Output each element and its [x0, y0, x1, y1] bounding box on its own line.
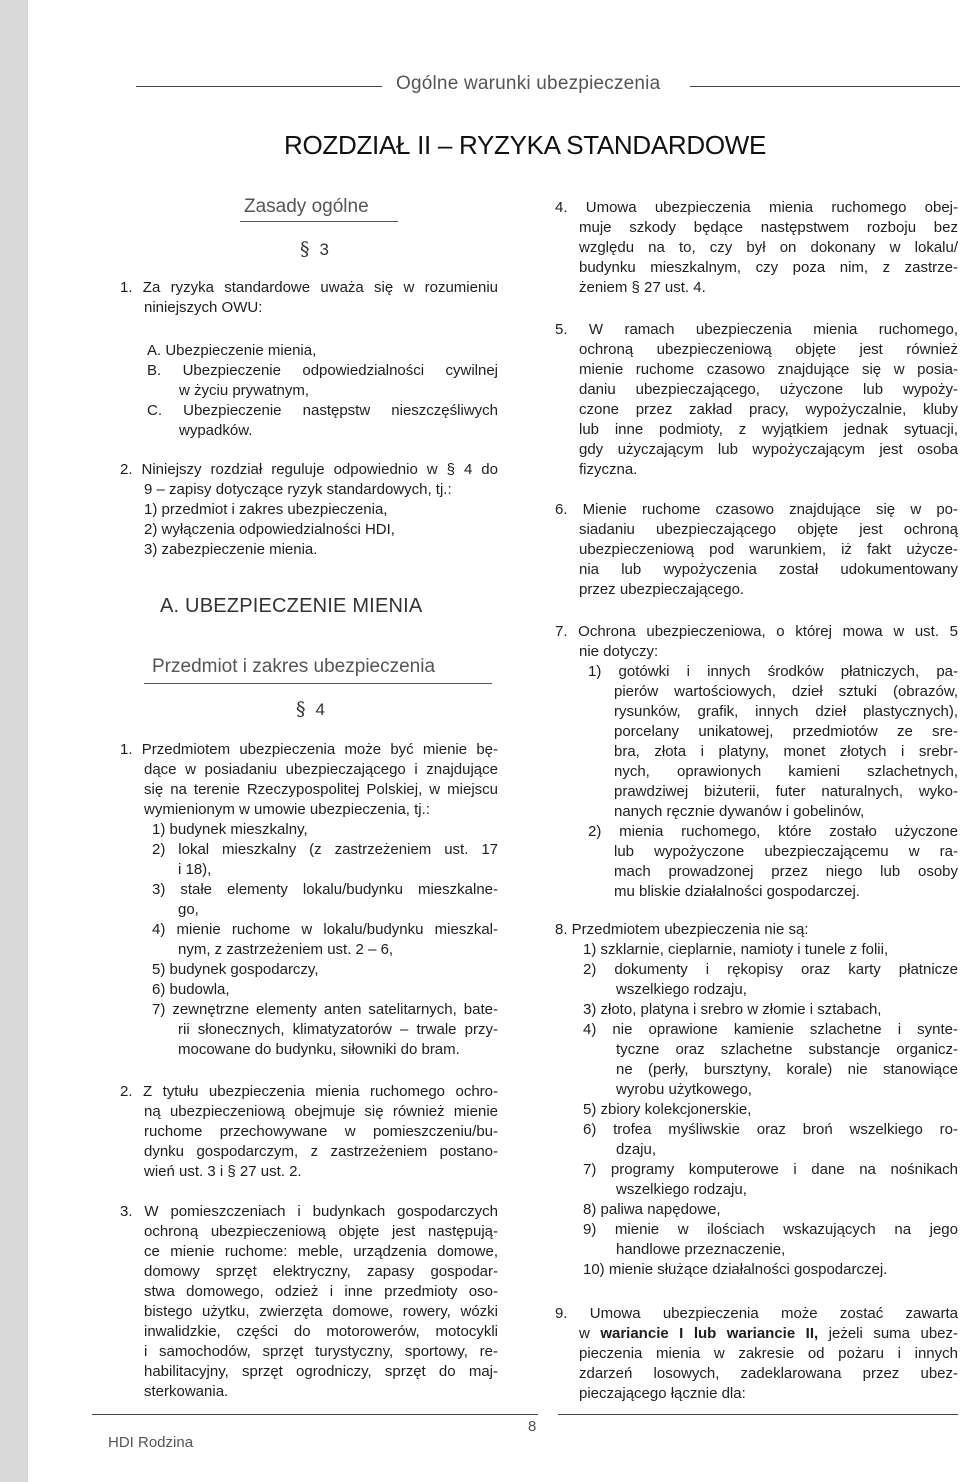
text-line: stwa domowego, odzież i inne przedmioty oso-	[144, 1283, 498, 1300]
text-line: niniejszych OWU:	[144, 299, 263, 316]
text-line: lub inne podmioty, z wyjątkiem jednak sytuacji,	[579, 421, 958, 438]
text-line: 5. W ramach ubezpieczenia mienia ruchomego,	[555, 321, 958, 338]
scope-point-1-list	[152, 820, 498, 1060]
list-line: B. Ubezpieczenie odpowiedzialności cywilnej	[147, 362, 498, 379]
text-line: muje szkody będące następstwem rozboju bez	[579, 219, 958, 236]
section-underline	[240, 221, 398, 222]
list-line: porcelany unikatowej, przedmiotów ze sre-	[614, 723, 958, 740]
point-1	[120, 278, 498, 318]
text-line: fizyczna.	[579, 461, 638, 478]
text-line: przez ubezpieczającego.	[579, 581, 745, 598]
list-line: handlowe przeznaczenie,	[616, 1241, 786, 1258]
list-line: nanych ręcznie dywanów i gobelinów,	[614, 803, 865, 820]
list-line: 7) programy komputerowe i dane na nośnikach	[583, 1161, 958, 1178]
scope-point-9	[555, 1304, 958, 1404]
header-rule-left	[136, 86, 382, 87]
text-line: ną ubezpieczeniową obejmuje się również mienie	[144, 1103, 498, 1120]
text-line: daniu ubezpieczającego, użyczone lub wypoży-	[579, 381, 958, 398]
text-line: wymienionym w umowie ubezpieczenia, tj.:	[144, 801, 430, 818]
section-title-general: Zasady ogólne	[244, 196, 369, 217]
list-line: 1) szklarnie, cieplarnie, namioty i tunele z folii,	[583, 941, 889, 958]
scope-point-2	[120, 1082, 498, 1182]
text-line: 2. Z tytułu ubezpieczenia mienia ruchomego ochro-	[120, 1083, 498, 1100]
list-line: 5) budynek gospodarczy,	[152, 961, 319, 978]
list-line: w życiu prywatnym,	[179, 382, 310, 399]
scope-point-6	[555, 500, 958, 600]
point-1-list	[147, 341, 498, 441]
text-line: czone przez zakład pracy, wypożyczalnie, kluby	[579, 401, 958, 418]
list-line: nym, z zastrzeżeniem ust. 2 – 6,	[178, 941, 394, 958]
text-line: 7. Ochrona ubezpieczeniowa, o której mowa w ust. 5	[555, 623, 958, 640]
text-line: 4. Umowa ubezpieczenia mienia ruchomego obej-	[555, 199, 958, 216]
list-line: prawdziwej biżuterii, futer naturalnych, wyko-	[614, 783, 958, 800]
list-line: ne (perły, bursztyny, korale) nie stanowiące	[616, 1061, 958, 1078]
list-line: i 18),	[178, 861, 212, 878]
chapter-title: ROZDZIAŁ II – RYZYKA STANDARDOWE	[284, 130, 767, 160]
text-line: ubezpieczeniową pod warunkiem, iż fakt użycze-	[579, 541, 958, 558]
subsection-title-scope: Przedmiot i zakres ubezpieczenia	[152, 656, 436, 677]
list-line: 4) mienie ruchome w lokalu/budynku mieszkal-	[152, 921, 498, 938]
list-line: 3) stałe elementy lokalu/budynku mieszkalne-	[152, 881, 498, 898]
list-line: 2) lokal mieszkalny (z zastrzeżeniem ust. 17	[152, 841, 498, 858]
list-line: rii słonecznych, klimatyzatorów – trwale przy-	[178, 1021, 498, 1038]
text-line: habilitacyjny, sprzęt ogrodniczy, sprzęt do maj-	[144, 1363, 498, 1380]
list-line: tyczne oraz szlachetne substancje organicz-	[616, 1041, 958, 1058]
text-line: dące w posiadaniu ubezpieczającego i znajdujące	[144, 761, 498, 778]
page-number: 8	[528, 1418, 537, 1435]
scope-point-3	[120, 1202, 498, 1402]
list-line: pierów wartościowych, dzieł sztuki (obrazów,	[614, 683, 958, 700]
text-line: 1) przedmiot i zakres ubezpieczenia,	[144, 501, 388, 518]
list-line: 6) budowla,	[152, 981, 230, 998]
text-line: 1. Za ryzyka standardowe uważa się w rozumieniu	[120, 279, 498, 296]
list-line: 5) zbiory kolekcjonerskie,	[583, 1101, 752, 1118]
heading-property-insurance: A. UBEZPIECZENIE MIENIA	[160, 595, 423, 617]
text-line: ruchome przechowywane w pomieszczeniu/bu-	[144, 1123, 498, 1140]
list-line: A. Ubezpieczenie mienia,	[147, 342, 317, 359]
text-line: zdarzeń losowych, zadeklarowana przez ubez-	[579, 1365, 958, 1382]
running-header: Ogólne warunki ubezpieczenia	[396, 73, 661, 94]
subsection-underline	[144, 683, 492, 684]
text-line: 3) zabezpieczenie mienia.	[144, 541, 318, 558]
footer-rule-right	[558, 1414, 958, 1415]
header-rule-right	[690, 86, 960, 87]
list-line: 2) dokumenty i rękopisy oraz karty płatnicze	[583, 961, 958, 978]
scope-point-9-rest	[555, 1344, 958, 1404]
text-line: 2. Niniejszy rozdział reguluje odpowiednio w § 4 do	[120, 461, 498, 478]
text-line: nie dotyczy:	[579, 643, 659, 660]
text-line: ce mienie ruchome: meble, urządzenia domowe,	[144, 1243, 498, 1260]
list-line: dzaju,	[616, 1141, 657, 1158]
text-line: 6. Mienie ruchome czasowo znajdujące się w po-	[555, 501, 958, 518]
list-line: wszelkiego rodzaju,	[616, 1181, 747, 1198]
text-line: 1. Przedmiotem ubezpieczenia może być mienie bę-	[120, 741, 498, 758]
scope-point-1	[120, 740, 498, 820]
list-line: wyrobu użytkowego,	[616, 1081, 752, 1098]
text-line: pieczającego łącznie dla:	[579, 1385, 746, 1402]
list-line: 4) nie oprawione kamienie szlachetne i synte-	[583, 1021, 958, 1038]
list-line: 6) trofea myśliwskie oraz broń wszelkiego ro-	[583, 1121, 958, 1138]
text-line: nia lub wypożyczenia został udokumentowany	[579, 561, 958, 578]
text-line: budynku mieszkalnym, czy poza nim, z zastrze-	[579, 259, 958, 276]
text-line: gdy użyczającym lub wypożyczającym jest osoba	[579, 441, 958, 458]
text-line: 9. Umowa ubezpieczenia może zostać zawarta	[555, 1305, 958, 1322]
text-fragment: w	[579, 1325, 601, 1342]
list-line: 7) zewnętrzne elementy anten satelitarnych, bate-	[152, 1001, 498, 1018]
list-line: 9) mienie w ilościach wskazujących na jego	[583, 1221, 958, 1238]
list-line: 8) paliwa napędowe,	[583, 1201, 721, 1218]
text-line: mienie ruchome czasowo znajdujące się w posia-	[579, 361, 958, 378]
scope-point-8-list	[583, 940, 958, 1280]
list-line: mu bliskie działalności gospodarczej.	[614, 883, 860, 900]
text-line: 8. Przedmiotem ubezpieczenia nie są:	[555, 921, 809, 938]
list-line: lub wypożyczone ubezpieczającemu w ra-	[614, 843, 958, 860]
list-line: mach prowadzonej przez niego lub osoby	[614, 863, 958, 880]
text-line	[555, 1324, 958, 1344]
list-line: go,	[178, 901, 199, 918]
text-line: bistego użytku, zwierzęta domowe, rowery, wózki	[144, 1303, 498, 1320]
scope-point-5	[555, 320, 958, 480]
text-line: dynku gospodarczym, z zastrzeżeniem postano-	[144, 1143, 498, 1160]
list-line: 3) złoto, platyna i srebro w złomie i sztabach,	[583, 1001, 882, 1018]
list-line: bra, złota i platyny, monet złotych i srebr-	[614, 743, 958, 760]
text-line: i samochodów, sprzęt turystyczny, sportowy, re-	[144, 1343, 498, 1360]
text-line: 2) wyłączenia odpowiedzialności HDI,	[144, 521, 395, 538]
scope-point-7	[555, 622, 958, 662]
list-line: 1) gotówki i innych środków płatniczych, pa-	[588, 663, 958, 680]
text-line: się na terenie Rzeczypospolitej Polskiej, w miejscu	[144, 781, 498, 798]
list-line: wypadków.	[179, 422, 253, 439]
text-line: żeniem § 27 ust. 4.	[579, 279, 706, 296]
list-line: 1) budynek mieszkalny,	[152, 821, 308, 838]
paragraph-marker-3: § 3	[300, 238, 329, 260]
text-line: ochroną ubezpieczeniową objęte jest następują-	[144, 1223, 498, 1240]
text-line: 9 – zapisy dotyczące ryzyk standardowych, tj.:	[144, 481, 452, 498]
text-line: wień ust. 3 i § 27 ust. 2.	[144, 1163, 302, 1180]
text-line: względu na to, czy był on dokonany w lokalu/	[579, 239, 958, 256]
list-line: mocowane do budynku, siłowniki do bram.	[178, 1041, 460, 1058]
text-line: sterkowania.	[144, 1383, 229, 1400]
page-edge-strip	[0, 0, 28, 1482]
text-line: domowy sprzęt elektryczny, zapasy gospodar-	[144, 1263, 498, 1280]
footer-brand: HDI Rodzina	[108, 1434, 194, 1451]
text-line: 3. W pomieszczeniach i budynkach gospodarczych	[120, 1203, 498, 1220]
list-line: 10) mienie służące działalności gospodarczej.	[583, 1261, 888, 1278]
scope-point-8	[555, 920, 958, 940]
scope-point-7-list	[588, 662, 958, 902]
list-line: rysunków, grafik, innych dzieł plastycznych),	[614, 703, 958, 720]
scope-point-4	[555, 198, 958, 298]
list-line: 2) mienia ruchomego, które zostało użyczone	[588, 823, 958, 840]
text-line: inwalidzkie, części do motorowerów, motocykli	[144, 1323, 498, 1340]
list-line: C. Ubezpieczenie następstw nieszczęśliwych	[147, 402, 498, 419]
text-fragment: jeżeli suma ubez-	[818, 1325, 959, 1342]
paragraph-marker-4: § 4	[296, 698, 325, 720]
text-line: siadaniu ubezpieczającego objęte jest ochroną	[579, 521, 958, 538]
footer-rule-left	[92, 1414, 538, 1415]
list-line: wszelkiego rodzaju,	[616, 981, 747, 998]
list-line: nych, oprawionych kamieni szlachetnych,	[614, 763, 958, 780]
text-line: pieczenia mienia w zakresie od pożaru i innych	[579, 1345, 958, 1362]
point-2	[120, 460, 498, 560]
text-bold-fragment: wariancie I lub wariancie II,	[600, 1325, 819, 1342]
text-line: ochroną ubezpieczeniową objęte jest również	[579, 341, 958, 358]
